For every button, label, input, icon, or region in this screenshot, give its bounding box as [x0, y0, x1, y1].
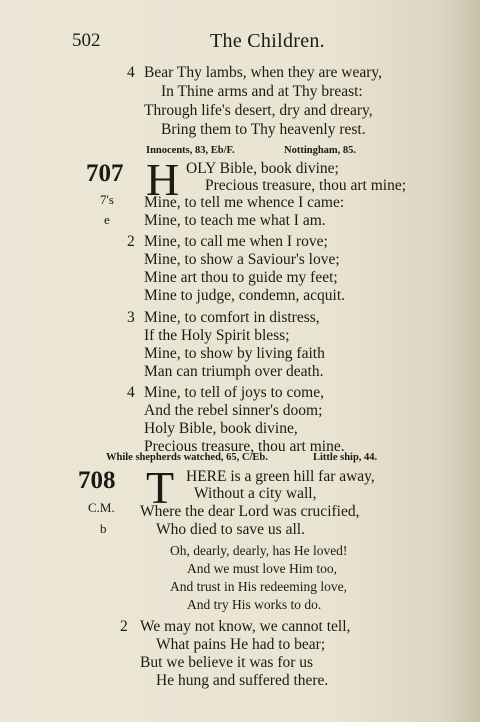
stanza-number: 2 — [127, 233, 135, 250]
verse-line: In Thine arms and at Thy breast: — [161, 83, 363, 100]
verse-line: Mine, to call me when I rove; — [144, 233, 328, 250]
verse-line: Through life's desert, dry and dreary, — [144, 102, 373, 119]
chorus-line: And trust in His redeeming love, — [170, 579, 347, 594]
chorus-line: Oh, dearly, dearly, has He loved! — [170, 543, 348, 558]
drop-capital: H — [146, 154, 180, 205]
hymn-number: 707 — [86, 160, 124, 187]
verse-line: OLY Bible, book divine; — [186, 160, 339, 177]
drop-capital: T — [146, 462, 175, 513]
verse-line: Mine to judge, condemn, acquit. — [144, 287, 346, 304]
stanza-number: 2 — [120, 618, 128, 635]
hymn-number: 708 — [78, 467, 116, 494]
verse-line: Bear Thy lambs, when they are weary, — [144, 64, 383, 81]
verse-line: Precious treasure, thou art mine. — [144, 438, 345, 455]
verse-line: If the Holy Spirit bless; — [144, 327, 290, 344]
hymn-key: e — [104, 212, 110, 227]
verse-line: Mine, to tell of joys to come, — [144, 384, 324, 401]
verse-line: Mine, to comfort in distress, — [144, 309, 320, 326]
tune-reference: Nottingham, 85. — [284, 145, 357, 156]
verse-line: And the rebel sinner's doom; — [144, 402, 323, 419]
chorus-line: And try His works to do. — [187, 597, 322, 612]
verse-line: But we believe it was for us — [140, 654, 314, 671]
verse-line: HERE is a green hill far away, — [186, 468, 375, 485]
verse-line: Mine, to show a Saviour's love; — [144, 251, 340, 268]
stanza-number: 4 — [127, 384, 135, 401]
verse-line: Mine, to tell me whence I came: — [144, 194, 345, 211]
stanza-number: 4 — [127, 64, 135, 81]
verse-line: Holy Bible, book divine, — [144, 420, 298, 437]
verse-line: Mine, to show by living faith — [144, 345, 325, 362]
tune-reference: Little ship, 44. — [313, 452, 378, 463]
hymn-meter: 7's — [100, 192, 114, 207]
verse-line: Who died to save us all. — [156, 521, 305, 538]
verse-line: Mine, to teach me what I am. — [144, 212, 326, 229]
verse-line: Precious treasure, thou art mine; — [205, 177, 407, 194]
hymn-key: b — [100, 521, 107, 536]
running-title: The Children. — [210, 30, 325, 52]
verse-line: We may not know, we cannot tell, — [140, 618, 351, 635]
tune-reference: While shepherds watched, 65, C/Eb. — [106, 452, 268, 463]
verse-line: Bring them to Thy heavenly rest. — [161, 121, 366, 138]
stanza-number: 3 — [127, 309, 135, 326]
verse-line: Mine art thou to guide my feet; — [144, 269, 338, 286]
hymn-meter: C.M. — [88, 500, 115, 515]
verse-line: Man can triumph over death. — [144, 363, 324, 380]
page-number: 502 — [72, 30, 101, 51]
chorus-line: And we must love Him too, — [187, 561, 337, 576]
verse-line: Without a city wall, — [194, 485, 317, 502]
verse-line: He hung and suffered there. — [156, 672, 329, 689]
verse-line: Where the dear Lord was crucified, — [140, 503, 360, 520]
tune-reference: Innocents, 83, Eb/F. — [146, 145, 235, 156]
verse-line: What pains He had to bear; — [156, 636, 326, 653]
